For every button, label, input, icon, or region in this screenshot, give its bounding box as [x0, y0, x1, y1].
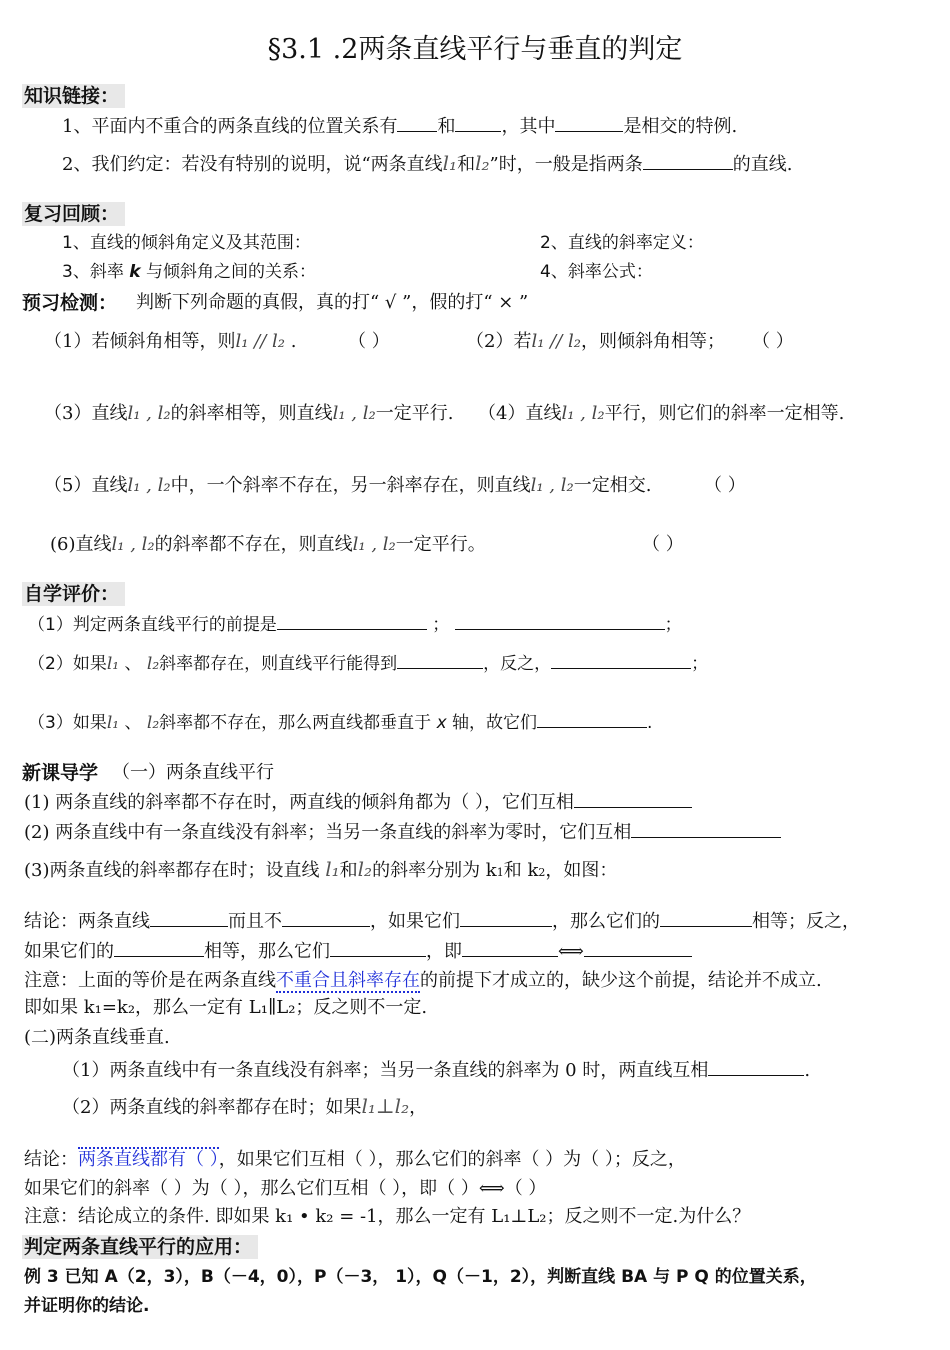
yuxi-problem-5-paren: （ ）: [704, 475, 746, 496]
xinke-part-1-title: （一）两条直线平行: [112, 762, 274, 783]
xinke-note-3: 注意：结论成立的条件. 即如果 k₁ • k₂ = -1，那么一定有 L₁⊥L₂；反之则不一定.为什么？: [24, 1206, 751, 1227]
yuxi-problem-5: （5）直线l₁ , l₂中，一个斜率不存在，另一斜率存在，则直线l₁ , l₂一定相交.: [44, 475, 652, 496]
fuxi-item-2: 2、直线的斜率定义：: [540, 233, 704, 253]
fuxi-item-1: 1、直线的倾斜角定义及其范围：: [62, 233, 311, 253]
section-heading-yuxi: 预习检测：: [22, 292, 118, 314]
xinke-a1: (1) 两条直线的斜率都不存在时，两直线的倾斜角都为（ ），它们互相: [24, 789, 692, 815]
xinke-note-1: 注意：上面的等价是在两条直线不重合且斜率存在的前提下才成立的，缺少这个前提，结论并不成立.: [24, 970, 822, 991]
xinke-b2: （2）两条直线的斜率都存在时；如果l₁⊥l₂，: [62, 1094, 428, 1118]
zixue-item-1: （1）判定两条直线平行的前提是 ； ；: [28, 611, 682, 637]
section-heading-zixue: 自学评价：: [22, 582, 125, 606]
example-3-line-2: 并证明你的结论.: [24, 1296, 150, 1316]
section-heading-yingyong: 判定两条直线平行的应用：: [22, 1235, 258, 1259]
xinke-a3: (3)两条直线的斜率都存在时；设直线 l₁和l₂的斜率分别为 k1和 k2，如图：: [24, 857, 618, 881]
yuxi-problem-2: （2）若l₁ // l₂，则倾斜角相等；: [466, 331, 725, 352]
section-heading-fuxi: 复习回顾：: [22, 202, 125, 226]
yuxi-problem-6: (6)直线l₁ , l₂的斜率都不存在，则直线l₁ , l₂一定平行。: [50, 534, 486, 555]
yuxi-problem-1: （1）若倾斜角相等，则l₁ // l₂ .: [44, 331, 297, 352]
zhishi-item-1: 1、平面内不重合的两条直线的位置关系有 和 ，其中 是相交的特例.: [62, 113, 737, 139]
xinke-conclusion-3: 结论：两条直线都有（ ），如果它们互相（ ），那么它们的斜率（ ）为（ ）；反之，: [24, 1149, 686, 1170]
xinke-conclusion-1: 结论：两条直线 而且不 ，如果它们 ，那么它们的 相等；反之，: [24, 908, 860, 934]
section-heading-xinke: 新课导学: [22, 762, 99, 784]
yuxi-intro: 判断下列命题的真假，真的打“ √ ”，假的打“ × ”: [136, 292, 529, 313]
xinke-conclusion-4: 如果它们的斜率（ ）为（ ），那么它们互相（ ），即（ ）⟺（ ）: [24, 1178, 547, 1199]
yuxi-problem-4: （4）直线l₁ , l₂平行，则它们的斜率一定相等.: [478, 403, 845, 424]
xinke-a2: (2) 两条直线中有一条直线没有斜率；当另一条直线的斜率为零时，它们互相: [24, 819, 781, 845]
example-3-line-1: 例 3 已知 A（2，3），B（－4，0），P（－3， 1），Q（－1，2），判断直线 BA 与 P Q 的位置关系，: [24, 1267, 817, 1287]
yuxi-problem-3: （3）直线l₁ , l₂的斜率相等，则直线l₁ , l₂一定平行.: [44, 403, 454, 424]
xinke-note-2: 即如果 k₁=k₂，那么一定有 L₁∥L₂；反之则不一定.: [24, 997, 428, 1018]
xinke-b1: （1）两条直线中有一条直线没有斜率；当另一条直线的斜率为 0 时，两直线互相 .: [62, 1057, 810, 1083]
page-title: §3.1 .2两条直线平行与垂直的判定: [267, 34, 683, 65]
zixue-item-3: （3）如果l₁ 、 l₂斜率都不存在，那么两直线都垂直于 x 轴，故它们 .: [28, 709, 652, 735]
xinke-part-2-title: (二)两条直线垂直.: [24, 1027, 170, 1048]
yuxi-problem-1-paren: （ ）: [348, 331, 390, 352]
xinke-conclusion-2: 如果它们的 相等，那么它们 ，即 ⟺: [24, 938, 692, 964]
section-heading-zhishi: 知识链接：: [22, 84, 125, 108]
fuxi-item-3: 3、斜率 k 与倾斜角之间的关系：: [62, 262, 316, 282]
yuxi-problem-2-paren: （ ）: [752, 331, 794, 352]
zhishi-item-2: 2、我们约定：若没有特别的说明，说“两条直线l₁和l₂”时，一般是指两条 的直线.: [62, 151, 793, 175]
zixue-item-2: （2）如果l₁ 、 l₂斜率都存在，则直线平行能得到 ，反之， ；: [28, 650, 708, 676]
yuxi-problem-6-paren: （ ）: [642, 534, 684, 555]
fuxi-item-4: 4、斜率公式：: [540, 262, 653, 282]
